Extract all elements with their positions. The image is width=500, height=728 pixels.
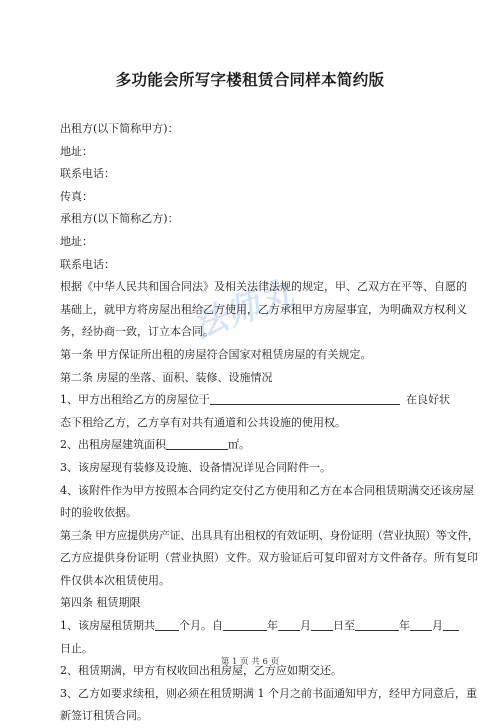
article-3-line-3: 件仅供本次租赁使用。 [60, 573, 170, 587]
location-suffix: 在良好状 [406, 393, 450, 407]
lessor-fax-line: 传真： [60, 189, 93, 203]
lessor-line: 出租方(以下简称甲方)： [60, 122, 179, 135]
start-day-blank [311, 618, 333, 631]
term-months-text: 个月。自 [179, 619, 223, 633]
clause-4-line-1: 4、该附件作为甲方按照本合同约定交付乙方使用和乙方在本合同租赁期满交还该房屋 [60, 483, 474, 497]
area-line [60, 434, 444, 457]
term-months-blank [155, 618, 179, 631]
end-day-blank [443, 618, 459, 631]
start-month-blank [278, 618, 300, 631]
article-1-line: 第一条 甲方保证所出租的房屋符合国家对租赁房屋的有关规定。 [60, 347, 372, 361]
start-year-text: 年 [267, 619, 278, 633]
article-3-line-2: 乙方应提供身份证明（营业执照）文件。双方验证后可复印留对方文件备存。所有复印 [60, 551, 478, 565]
lessor-phone-line: 联系电话： [60, 167, 115, 181]
start-day-text: 日至 [333, 619, 355, 633]
term-line [60, 615, 444, 638]
article-2-heading: 第二条 房屋的坐落、面积、装修、设施情况 [60, 370, 273, 384]
area-label: 2、出租房屋建筑面积 [60, 438, 166, 452]
lessee-line: 承租方(以下简称乙方)： [60, 212, 179, 226]
location-blank [210, 392, 400, 405]
end-month-blank [410, 618, 432, 631]
article-4-heading: 第四条 租赁期限 [60, 596, 141, 610]
term-clause-2: 2、租赁期满，甲方有权收回出租房屋，乙方应如期交还。 [60, 664, 342, 678]
page-footer: 第 1 页 共 6 页 [220, 657, 280, 667]
clause-4-line-2: 时的验收依据。 [60, 506, 137, 520]
preamble-line-2: 基础上，就甲方将房屋出租给乙方使用，乙方承租甲方房屋事宜，为明确双方权利义 [60, 302, 467, 316]
document-title: 多功能会所写字楼租赁合同样本简约版 [115, 71, 385, 89]
lessee-phone-line: 联系电话： [60, 257, 115, 271]
contract-body [60, 118, 479, 728]
location-line [60, 389, 450, 412]
lessor-address-line: 地址： [60, 144, 93, 158]
term-clause-3-line-2: 新签订租赁合同。 [60, 709, 148, 723]
lessee-address-line: 地址： [60, 234, 93, 248]
clause-3-line: 3、该房屋现有装修及设施、设备情况详见合同附件一。 [60, 460, 331, 474]
preamble-line-3: 务，经协商一致，订立本合同。 [60, 325, 214, 339]
preamble-line-1: 根据《中华人民共和国合同法》及相关法律法规的规定，甲、乙双方在平等、自愿的 [60, 280, 467, 294]
term-label: 1、该房屋租赁期共 [60, 619, 155, 633]
area-unit: ㎡。 [228, 438, 250, 452]
location-continuation-line: 态下租给乙方，乙方享有对共有通道和公共设施的使用权。 [60, 415, 346, 429]
location-label: 1、甲方出租给乙方的房屋位于 [60, 393, 210, 407]
article-3-line-1: 第三条 甲方应提供房产证、出具具有出租权的有效证明、身份证明（营业执照）等文件， [60, 528, 479, 542]
start-month-text: 月 [300, 619, 311, 633]
start-year-blank [223, 618, 267, 631]
end-year-text: 年 [399, 619, 410, 633]
term-end-line: 日止。 [60, 641, 93, 655]
area-blank [166, 437, 228, 450]
end-month-text: 月 [432, 619, 443, 633]
end-year-blank [355, 618, 399, 631]
term-clause-3-line-1: 3、乙方如要求续租，则必须在租赁期满 1 个月之前书面通知甲方，经甲方同意后，重 [60, 686, 477, 700]
watermark: 法师丸 [187, 273, 300, 347]
